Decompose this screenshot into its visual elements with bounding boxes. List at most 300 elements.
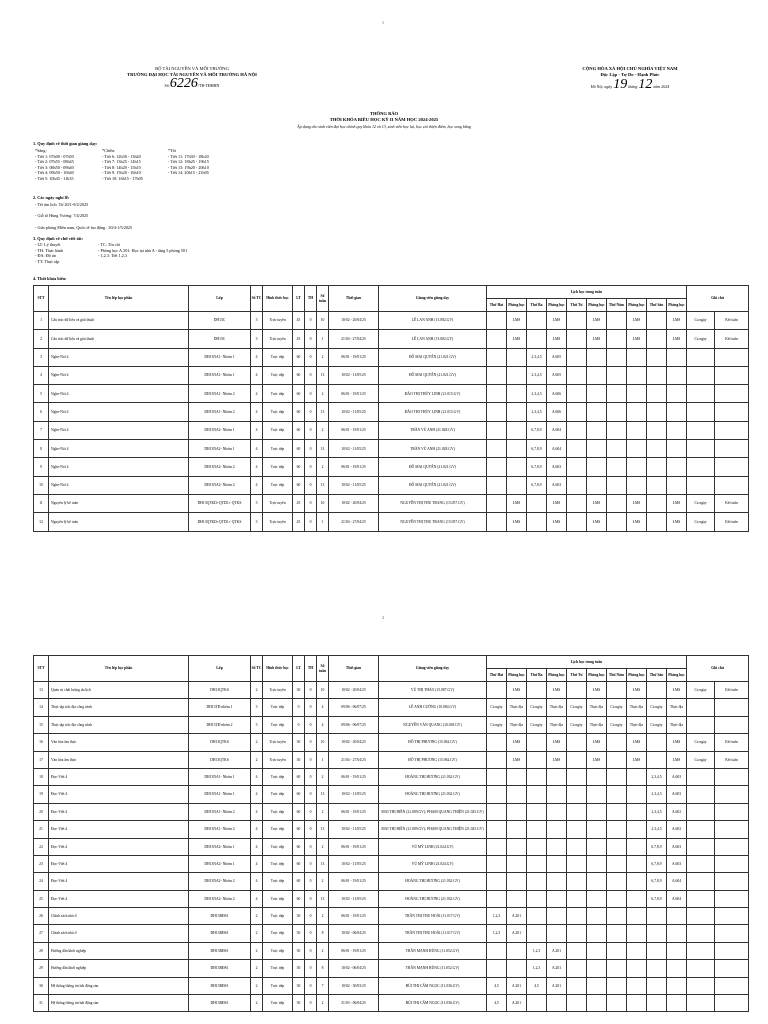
table-row xyxy=(34,458,749,476)
table-cell: 06/01 - 19/01/25 xyxy=(329,838,379,855)
table-cell xyxy=(567,366,587,384)
table-cell: ĐỖ MAI QUYÊN (21.021.GV) xyxy=(379,476,487,494)
table-cell: 10/02 - 11/05/25 xyxy=(329,821,379,838)
table-cell: Thực địa xyxy=(547,716,567,733)
table-cell: 0 xyxy=(305,977,317,994)
table-cell: 7 xyxy=(34,421,49,439)
table-cell: A.201 xyxy=(547,977,567,994)
table-cell xyxy=(507,838,527,855)
table-cell: 0 xyxy=(305,942,317,959)
table-cell: 06/01 - 19/01/25 xyxy=(329,873,379,890)
table-cell xyxy=(527,855,547,872)
table-cell: DH13C xyxy=(189,312,251,330)
table-cell xyxy=(687,366,715,384)
table-cell xyxy=(647,995,667,1012)
holiday-2: - Giỗ tổ Hùng Vương: 7/4/2025 xyxy=(35,213,89,218)
table-cell: Cả ngày xyxy=(647,699,667,716)
table-cell: 2,3,4,5 xyxy=(527,385,547,403)
table-cell xyxy=(647,458,667,476)
table-cell xyxy=(527,925,547,942)
table-cell: DH13QTKS xyxy=(189,682,251,699)
table-cell xyxy=(715,768,749,785)
period-header: Thời gian xyxy=(329,656,379,682)
table-cell: MAI THỊ HIỀN (21.009.GV); PHẠM QUANG THIỆN (21.025.GV) xyxy=(379,821,487,838)
text-line: - Tiết 13: 19h20 - 20h10 xyxy=(168,164,209,170)
table-cell xyxy=(487,803,507,820)
table-cell: A.603 xyxy=(547,458,567,476)
room-header: Phòng học xyxy=(627,299,647,312)
notice-title: THÔNG BÁO xyxy=(369,111,399,116)
table-cell: 10/02 - 20/04/25 xyxy=(329,494,379,512)
table-cell: NGUYỄN VĂN QUANG (10.018.GV) xyxy=(379,716,487,733)
table-cell: 1,2,3 xyxy=(487,925,507,942)
table-cell: Trực tuyến xyxy=(263,734,293,751)
lt-header: LT xyxy=(293,286,305,312)
table-cell xyxy=(687,995,715,1012)
table-cell: 60 xyxy=(293,421,305,439)
table-cell: 22 xyxy=(34,838,49,855)
table-cell xyxy=(687,385,715,403)
day-header: Thứ Năm xyxy=(607,669,627,682)
table-cell: LMS xyxy=(547,330,567,348)
table-cell xyxy=(715,385,749,403)
table-cell: 30 xyxy=(293,908,305,925)
table-cell: DH13NA2- Nhóm 2 xyxy=(189,458,251,476)
table-cell: LMS xyxy=(547,312,567,330)
table-cell xyxy=(587,977,607,994)
table-cell xyxy=(715,977,749,994)
table-cell xyxy=(507,768,527,785)
table-cell: 2 xyxy=(251,734,263,751)
place-date: Hà Nội, ngày 19 tháng 12 năm 2024 xyxy=(590,76,670,92)
table-cell xyxy=(667,476,687,494)
table-cell: 60 xyxy=(293,786,305,803)
mode-header: Hình thức học xyxy=(263,656,293,682)
table-cell: 28 xyxy=(34,942,49,959)
table-cell: Trực tiếp xyxy=(263,873,293,890)
table-cell: 4 xyxy=(251,385,263,403)
table-cell xyxy=(715,699,749,716)
table-cell xyxy=(607,348,627,366)
table-cell xyxy=(607,312,627,330)
table-cell: Thực địa xyxy=(667,699,687,716)
table-cell: 0 xyxy=(305,312,317,330)
table-cell xyxy=(687,458,715,476)
table-cell xyxy=(587,873,607,890)
table-cell xyxy=(607,855,627,872)
table-cell xyxy=(607,925,627,942)
table-cell xyxy=(587,476,607,494)
table-cell: A.201 xyxy=(507,977,527,994)
table-cell: 15 xyxy=(34,716,49,733)
table-cell: 6,7,8,9 xyxy=(647,855,667,872)
table-cell: 60 xyxy=(293,855,305,872)
table-cell: Đọc-Viết 4 xyxy=(49,838,189,855)
table-cell: 06/01 - 19/01/25 xyxy=(329,942,379,959)
table-cell xyxy=(527,312,547,330)
table-cell: 0 xyxy=(305,330,317,348)
text-line: - Tiết 7: 13h25 - 14h15 xyxy=(102,159,141,165)
table-cell: LMS xyxy=(627,751,647,768)
table-cell xyxy=(507,476,527,494)
table-cell: Cả ngày xyxy=(527,716,547,733)
table-cell: 10/02 - 11/05/25 xyxy=(329,476,379,494)
table-cell: 29 xyxy=(34,960,49,977)
table-cell: 06/01 - 19/01/25 xyxy=(329,458,379,476)
table-cell: 13 xyxy=(317,366,329,384)
table-cell: 13 xyxy=(317,821,329,838)
table-cell: Cả ngày xyxy=(527,699,547,716)
table-row xyxy=(34,734,749,751)
table-cell xyxy=(507,890,527,907)
table-cell: DH13TĐ nhóm 1 xyxy=(189,699,251,716)
table-cell: Trực tiếp xyxy=(263,925,293,942)
table-cell: Quản trị chất lượng du lịch xyxy=(49,682,189,699)
table-cell xyxy=(667,908,687,925)
table-cell: A.603 xyxy=(667,838,687,855)
table-cell: Trực tuyến xyxy=(263,494,293,512)
table-cell xyxy=(715,908,749,925)
table-cell xyxy=(547,890,567,907)
table-cell xyxy=(647,682,667,699)
table-cell: 2 xyxy=(317,458,329,476)
table-cell: 2,3,4,5 xyxy=(527,348,547,366)
issuer-header xyxy=(92,66,292,89)
table-cell xyxy=(607,330,627,348)
table-cell: 0 xyxy=(305,786,317,803)
text-line: - TT: Thực tập xyxy=(35,258,60,264)
table-cell: Cả ngày xyxy=(487,699,507,716)
table-cell: 4 xyxy=(34,366,49,384)
abbrev-col2 xyxy=(98,242,187,259)
table-cell: 13 xyxy=(317,786,329,803)
table-cell: ĐỖ THỊ PHƯƠNG (15.062.GV) xyxy=(379,751,487,768)
table-cell: LÊ LAN ANH (13.082.GV) xyxy=(379,312,487,330)
table-cell xyxy=(567,734,587,751)
table-cell: Kết tuần xyxy=(715,734,749,751)
table-cell xyxy=(715,403,749,421)
table-cell: 24 xyxy=(34,873,49,890)
table-cell: LMS xyxy=(667,513,687,531)
table-cell xyxy=(667,995,687,1012)
table-cell xyxy=(487,821,507,838)
table-row xyxy=(34,838,749,855)
table-cell xyxy=(567,682,587,699)
table-cell: Đọc-Viết 4 xyxy=(49,855,189,872)
table-cell xyxy=(487,513,507,531)
table-cell xyxy=(647,330,667,348)
table-cell: 8 xyxy=(34,440,49,458)
table-cell xyxy=(527,821,547,838)
table-cell: DH13BĐS1 xyxy=(189,942,251,959)
table-cell: A.201 xyxy=(547,960,567,977)
table-cell: Trực tiếp xyxy=(263,421,293,439)
table-cell: LMS xyxy=(587,330,607,348)
table-row xyxy=(34,385,749,403)
text-line: - Tiết 1: 07h00 - 07h50 xyxy=(35,153,74,159)
table-cell: 10/02 - 06/04/25 xyxy=(329,960,379,977)
ministry-name: BỘ TÀI NGUYÊN VÀ MÔI TRƯỜNG xyxy=(155,66,229,71)
table-cell: A.602 xyxy=(667,803,687,820)
table-cell: Nghe-Nói 4 xyxy=(49,348,189,366)
table-cell xyxy=(627,403,647,421)
table-cell xyxy=(647,513,667,531)
table-cell xyxy=(507,821,527,838)
motto: Độc Lập - Tự Do - Hạnh Phúc xyxy=(600,72,660,78)
table-cell: 4 xyxy=(251,768,263,785)
table-cell xyxy=(567,751,587,768)
table-cell: Thực địa xyxy=(507,716,527,733)
table-cell xyxy=(567,803,587,820)
table-cell: 2,3,4,5 xyxy=(647,786,667,803)
table-cell xyxy=(507,960,527,977)
table-row xyxy=(34,768,749,785)
table-cell xyxy=(715,421,749,439)
table-cell xyxy=(507,458,527,476)
table-cell: 06/01 - 19/01/25 xyxy=(329,385,379,403)
table-cell xyxy=(715,838,749,855)
table-cell xyxy=(587,440,607,458)
table-cell: Chính sách nhà ở xyxy=(49,908,189,925)
table-cell xyxy=(567,494,587,512)
table-cell xyxy=(627,838,647,855)
table-cell xyxy=(487,440,507,458)
table-cell xyxy=(567,440,587,458)
table-cell: A.201 xyxy=(507,995,527,1012)
table-cell: 4 xyxy=(251,458,263,476)
table-cell xyxy=(587,960,607,977)
table-cell: 10/02 - 11/05/25 xyxy=(329,855,379,872)
table-cell xyxy=(607,873,627,890)
table-cell: 13 xyxy=(34,682,49,699)
table-cell xyxy=(567,786,587,803)
table-cell xyxy=(627,855,647,872)
table-cell: A.603 xyxy=(667,786,687,803)
table-cell xyxy=(687,699,715,716)
table-cell xyxy=(587,821,607,838)
table-cell: 60 xyxy=(293,348,305,366)
table-cell: Thực địa xyxy=(627,716,647,733)
table-cell xyxy=(607,786,627,803)
table-cell: 2 xyxy=(251,751,263,768)
note-header: Ghi chú xyxy=(687,286,749,312)
table-cell xyxy=(507,421,527,439)
room-header: Phòng học xyxy=(507,669,527,682)
table-cell xyxy=(627,458,647,476)
table-cell: DH13BĐS1 xyxy=(189,925,251,942)
table-cell xyxy=(547,786,567,803)
table-cell: LMS xyxy=(507,330,527,348)
table-cell xyxy=(715,960,749,977)
table-cell: Hướng dẫn khởi nghiệp xyxy=(49,942,189,959)
section-timetable-heading: 4. Thời khóa biểu: xyxy=(33,276,67,281)
table-cell: Kết tuần xyxy=(715,330,749,348)
table-cell xyxy=(687,476,715,494)
table-cell: 6,7,8,9 xyxy=(527,458,547,476)
room-header: Phòng học xyxy=(547,299,567,312)
table-row xyxy=(34,330,749,348)
table-cell: 17 xyxy=(34,751,49,768)
table-cell xyxy=(607,385,627,403)
table-cell: 2,3,4,5 xyxy=(647,821,667,838)
table-cell: Chính sách nhà ở xyxy=(49,925,189,942)
table-cell xyxy=(567,838,587,855)
table-cell: TRẦN MẠNH HÙNG (11.052.GV) xyxy=(379,960,487,977)
course-header: Tên lớp học phần xyxy=(49,286,189,312)
table-cell: A.604 xyxy=(547,440,567,458)
table-cell: 60 xyxy=(293,403,305,421)
table-cell xyxy=(627,925,647,942)
table-cell: 4 xyxy=(251,421,263,439)
table-cell: 1,2,3 xyxy=(487,908,507,925)
table-cell: 10 xyxy=(317,494,329,512)
table-cell xyxy=(715,995,749,1012)
table-cell xyxy=(607,768,627,785)
table-cell: 0 xyxy=(305,890,317,907)
table-cell xyxy=(567,476,587,494)
text-line: - Tiết 6: 12h30 - 13h20 xyxy=(102,153,141,159)
table-cell xyxy=(627,960,647,977)
table-cell xyxy=(687,803,715,820)
table-cell xyxy=(547,908,567,925)
table-cell xyxy=(687,768,715,785)
timetable-page1 xyxy=(33,285,749,532)
table-cell: 20 xyxy=(34,803,49,820)
table-cell xyxy=(627,786,647,803)
table-cell: Trực tiếp xyxy=(263,942,293,959)
table-row xyxy=(34,803,749,820)
text-line: - Phòng học A.501: Học tại nhà A - tầng 5 phòng 501 xyxy=(98,247,188,253)
table-cell xyxy=(687,716,715,733)
day-header: Thứ Sáu xyxy=(647,669,667,682)
table-cell xyxy=(587,458,607,476)
table-cell: 30 xyxy=(34,977,49,994)
table-cell: DH13NA2- Nhóm 1 xyxy=(189,440,251,458)
table-cell: 13 xyxy=(317,440,329,458)
table-cell: 10/02 - 30/03/25 xyxy=(329,977,379,994)
table-cell xyxy=(627,476,647,494)
table-cell: DH13NA1- Nhóm 1 xyxy=(189,786,251,803)
table-cell xyxy=(487,768,507,785)
table-cell: BÙI THỊ CẨM NGỌC (11.036.GV) xyxy=(379,995,487,1012)
table-cell: 4,5 xyxy=(487,977,507,994)
section-time-heading: 1. Quy định về thời gian giảng dạy: xyxy=(33,141,98,146)
table-cell: Ca ngày xyxy=(687,513,715,531)
table-cell xyxy=(687,925,715,942)
table-cell xyxy=(647,977,667,994)
document-number: Số:6226/TB-TĐHHN xyxy=(164,75,220,91)
table-cell: 06/01 - 19/01/25 xyxy=(329,803,379,820)
table-cell xyxy=(667,366,687,384)
table-cell xyxy=(667,348,687,366)
table-cell: 60 xyxy=(293,838,305,855)
lt-header: LT xyxy=(293,656,305,682)
table-cell xyxy=(527,751,547,768)
table-cell: 2 xyxy=(251,995,263,1012)
table-cell: LMS xyxy=(667,734,687,751)
table-row xyxy=(34,786,749,803)
table-cell xyxy=(527,890,547,907)
table-cell: Trực tiếp xyxy=(263,908,293,925)
day-header: Thứ Tư xyxy=(567,299,587,312)
table-cell xyxy=(627,803,647,820)
table-cell: DH13QTKD+QTDL+ QTKS xyxy=(189,513,251,531)
table-cell: LMS xyxy=(667,751,687,768)
table-cell: Văn hóa ẩm thực xyxy=(49,751,189,768)
table-cell: 4,5 xyxy=(487,995,507,1012)
table-cell: 60 xyxy=(293,890,305,907)
table-cell: LMS xyxy=(587,734,607,751)
table-row xyxy=(34,908,749,925)
table-cell: A.201 xyxy=(507,908,527,925)
notice-subtitle: THỜI KHÓA BIỂU HỌC KỲ II NĂM HỌC 2024-2025 xyxy=(329,117,439,122)
text-line: - LT: Lý thuyết xyxy=(35,242,61,247)
table-cell: A.606 xyxy=(547,385,567,403)
table-cell xyxy=(607,440,627,458)
table-cell xyxy=(487,421,507,439)
table-cell: 11 xyxy=(34,494,49,512)
table-cell xyxy=(627,890,647,907)
table-cell: HOÀNG THỊ HƯƠNG (21.032.GV) xyxy=(379,873,487,890)
table-cell xyxy=(527,513,547,531)
table-cell: 2 xyxy=(317,942,329,959)
table-cell xyxy=(567,513,587,531)
table-cell xyxy=(507,366,527,384)
table-cell xyxy=(715,821,749,838)
table-cell xyxy=(527,908,547,925)
table-cell: 30 xyxy=(293,960,305,977)
table-cell: NGUYỄN THỊ THU TRANG (15.057.GV) xyxy=(379,513,487,531)
table-cell xyxy=(627,385,647,403)
table-cell: TRẦN VŨ ANH (21.028.GV) xyxy=(379,421,487,439)
table-cell xyxy=(647,476,667,494)
table-cell: ĐỖ THỊ PHƯƠNG (15.062.GV) xyxy=(379,734,487,751)
table-cell: 1 xyxy=(317,751,329,768)
room-header: Phòng học xyxy=(587,669,607,682)
table-row xyxy=(34,312,749,330)
table-cell xyxy=(567,768,587,785)
table-cell xyxy=(687,977,715,994)
table-cell xyxy=(587,366,607,384)
table-cell xyxy=(607,977,627,994)
table-cell xyxy=(607,458,627,476)
university-name: TRƯỜNG ĐẠI HỌC TÀI NGUYÊN VÀ MÔI TRƯỜNG HÀ NỘI xyxy=(127,72,257,78)
national-header xyxy=(530,66,730,90)
table-cell: TRẦN MẠNH HÙNG (11.052.GV) xyxy=(379,942,487,959)
table-cell xyxy=(567,942,587,959)
table-cell: Nghe-Nói 4 xyxy=(49,403,189,421)
table-cell: Nghe-Nói 4 xyxy=(49,385,189,403)
table-cell: 4 xyxy=(251,348,263,366)
table-cell: Trực tuyến xyxy=(263,513,293,531)
table-cell xyxy=(507,942,527,959)
table-cell: 3 xyxy=(251,699,263,716)
th-header: TH xyxy=(305,286,317,312)
schedule-header: Lịch học trong tuần xyxy=(487,656,687,669)
table-cell: 4 xyxy=(251,440,263,458)
table-cell: 30 xyxy=(293,995,305,1012)
table-cell xyxy=(647,348,667,366)
table-cell: A.602 xyxy=(667,821,687,838)
table-cell: Kết tuần xyxy=(715,312,749,330)
table-cell: DH13BĐS1 xyxy=(189,960,251,977)
table-cell: LMS xyxy=(627,513,647,531)
table-cell xyxy=(487,312,507,330)
note-header: Ghi chú xyxy=(687,656,749,682)
table-cell: 18 xyxy=(34,768,49,785)
table-cell xyxy=(527,995,547,1012)
table-cell: 30 xyxy=(293,682,305,699)
